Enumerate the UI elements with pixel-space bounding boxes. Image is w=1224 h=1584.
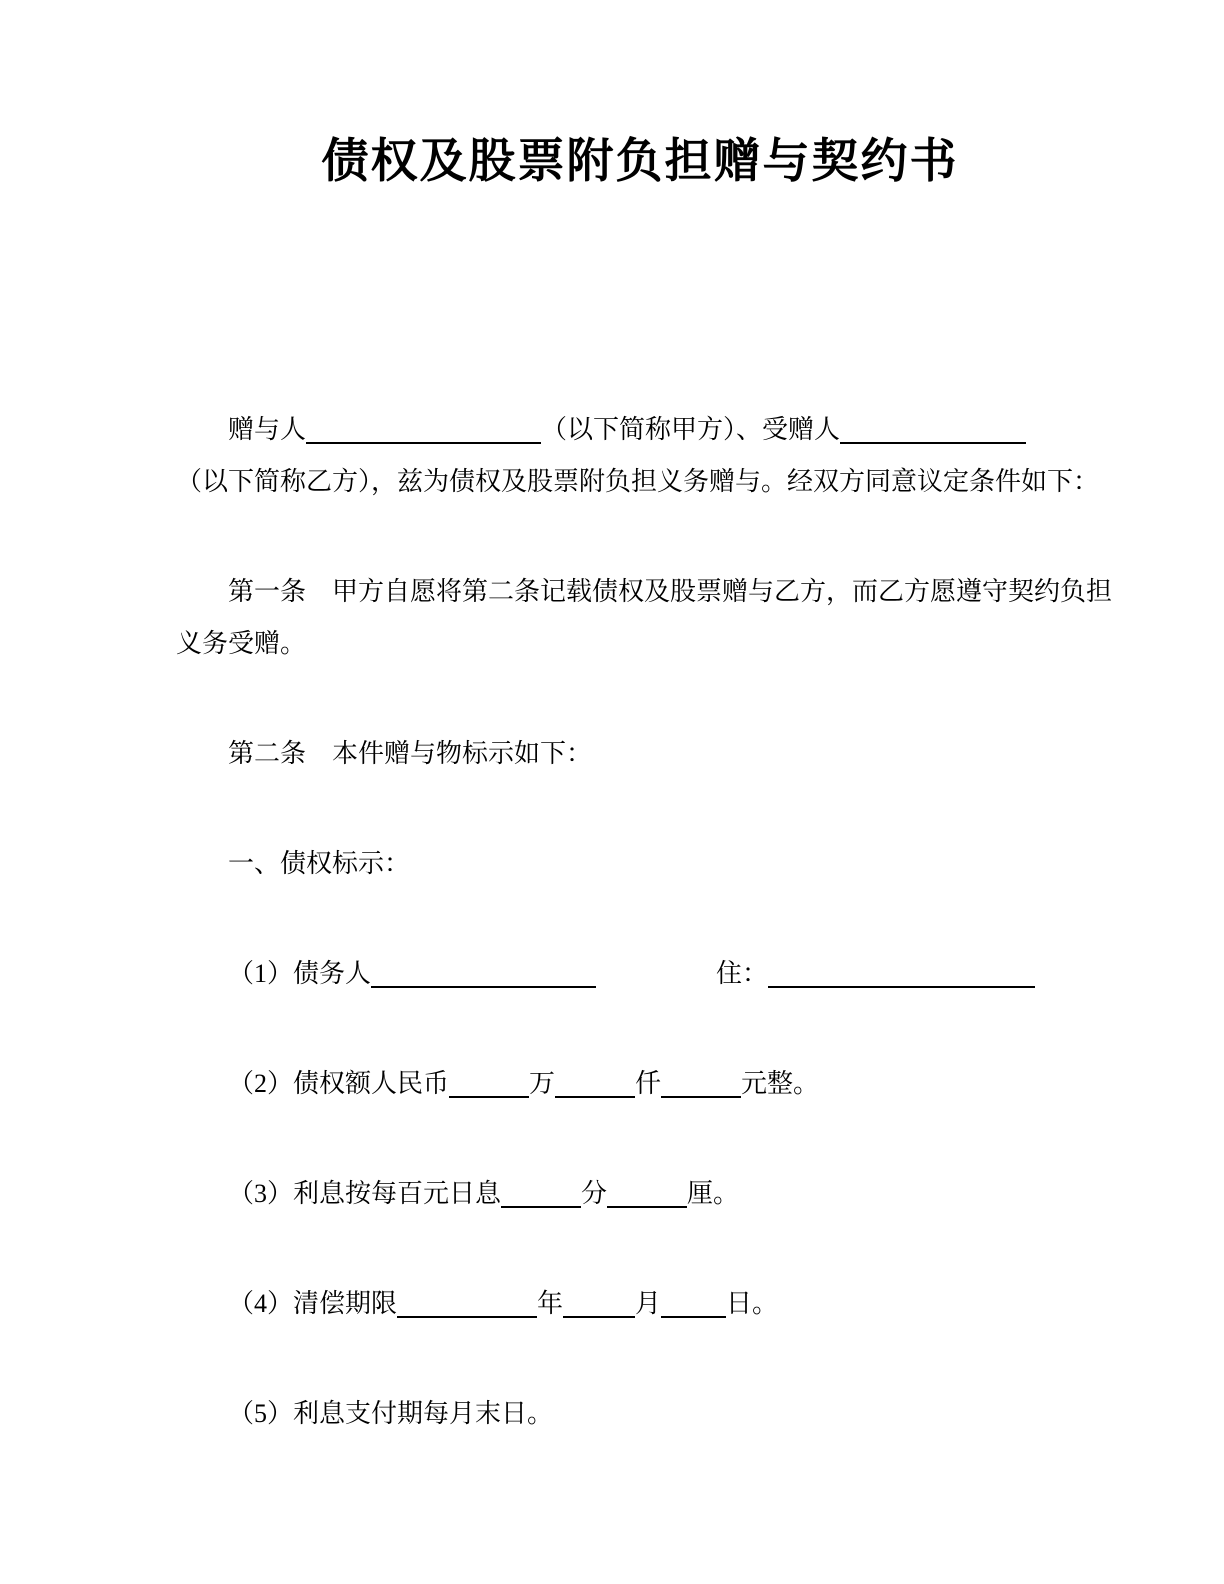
blank-interest-fen [501, 1176, 581, 1208]
intro-text-donor-label: 赠与人 [228, 415, 307, 444]
article1-paragraph [176, 566, 1113, 670]
item-interest [176, 1168, 1104, 1220]
article1-line2: 义务受赠。 [176, 629, 307, 658]
blank-amount-units [661, 1066, 741, 1098]
document-title: 债权及股票附负担赠与契约书 [321, 134, 959, 187]
item-repayment-month-label: 月 [635, 1289, 662, 1318]
blank-donor-name [306, 412, 541, 444]
blank-debtor-name [371, 956, 596, 988]
item-repayment-year-label: 年 [537, 1289, 564, 1318]
intro-text-party-a-donee-label: （以下简称甲方）、受赠人 [541, 415, 841, 444]
item-repayment-day-label: 日。 [726, 1289, 779, 1318]
item-credit-amount-qian-label: 仟 [635, 1069, 662, 1098]
item-repayment-deadline [176, 1278, 1104, 1330]
item-credit-amount [176, 1058, 1104, 1110]
intro-text-party-b-terms: （以下简称乙方），兹为债权及股票附负担义务赠与。经双方同意议定条件如下： [176, 467, 1100, 496]
blank-repayment-day [661, 1286, 726, 1318]
item-debtor-address-label: 住： [716, 959, 769, 988]
blank-amount-thousands [555, 1066, 635, 1098]
item-credit-amount-yuan-label: 元整。 [741, 1069, 820, 1098]
item-debtor-label: （1）债务人 [228, 959, 372, 988]
article2-heading-text: 第二条 本件赠与物标示如下： [228, 739, 593, 768]
blank-debtor-address [768, 956, 1035, 988]
blank-interest-li [607, 1176, 687, 1208]
blank-repayment-month [563, 1286, 635, 1318]
item-credit-amount-wan-label: 万 [529, 1069, 556, 1098]
blank-repayment-year [397, 1286, 537, 1318]
item-interest-label: （3）利息按每百元日息 [228, 1179, 502, 1208]
intro-paragraph [176, 404, 1104, 508]
item-interest-payment [176, 1388, 1104, 1440]
item-debtor [176, 948, 1104, 1000]
blank-donee-name [840, 412, 1026, 444]
article1-line1: 第一条 甲方自愿将第二条记载债权及股票赠与乙方，而乙方愿遵守契约负担 [228, 577, 1113, 606]
item-interest-li-label: 厘。 [687, 1179, 740, 1208]
item-interest-fen-label: 分 [581, 1179, 608, 1208]
article2-heading [176, 728, 1104, 780]
section1-heading [176, 838, 1104, 890]
item-credit-amount-label: （2）债权额人民币 [228, 1069, 450, 1098]
section1-heading-text: 一、债权标示： [228, 849, 411, 878]
item-repayment-label: （4）清偿期限 [228, 1289, 398, 1318]
blank-amount-ten-thousands [449, 1066, 529, 1098]
item-interest-payment-text: （5）利息支付期每月末日。 [228, 1399, 554, 1428]
